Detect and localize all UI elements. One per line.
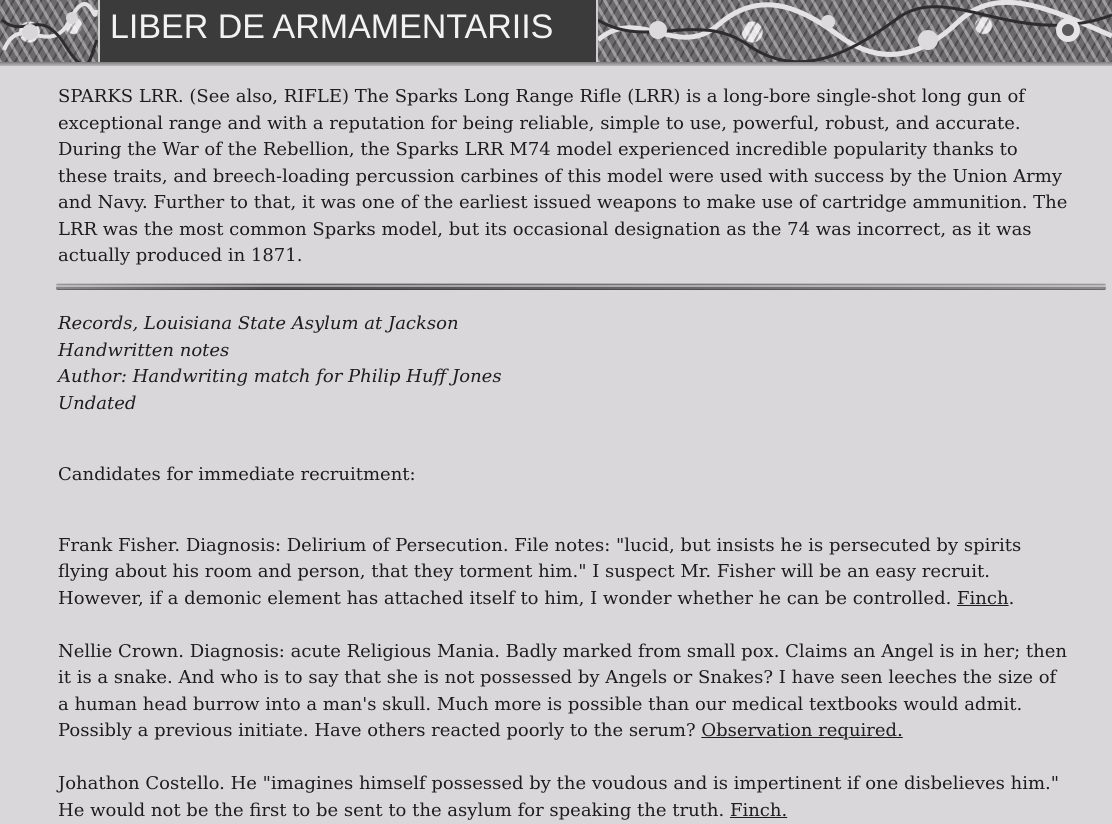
page-title: LIBER DE ARMAMENTARIIS	[110, 8, 554, 46]
candidate-entry	[58, 771, 1068, 824]
header-banner	[0, 0, 1112, 66]
title-plate	[98, 0, 598, 62]
candidate-text: Nellie Crown. Diagnosis: acute Religious Mania. Badly marked from small pox. Claims an Angel is in her; then it is a snake. And who is to say that she is not possessed by Angels or Snakes? I have seen leeches the size of a human head burrow into a man's skull. Much more is possible than our medical textbooks would admit. Possibly a previous initiate. Have others reacted poorly to the serum?	[58, 640, 1067, 741]
record-author: Author: Handwriting match for Philip Huff Jones	[58, 366, 502, 387]
record-type: Handwritten notes	[58, 339, 230, 361]
entry-section	[58, 84, 1068, 270]
candidate-text: Frank Fisher. Diagnosis: Delirium of Persecution. File notes: "lucid, but insists he is persecuted by spirits flying about his room and person, that they torment him." I suspect Mr. Fisher will be an easy recruit. However, if a demonic element has attached itself to him, I wonder whether he can be controlled.	[58, 534, 1022, 609]
records-section	[58, 311, 1068, 824]
candidate-entry	[58, 533, 1068, 613]
right-ornament	[598, 0, 1112, 64]
entry-text: SPARKS LRR. (See also, RIFLE) The Sparks Long Range Rifle (LRR) is a long-bore single-shot long gun of exceptional range and with a reputation for being reliable, simple to use, powerful, robust, and accurate. During the War of the Rebellion, the Sparks LRR M74 model experienced incredible popularity thanks to these traits, and breech-loading percussion carbines of this model were used with success by the Union Army and Navy. Further to that, it was one of the earliest issued weapons to make use of cartridge ammunition. The LRR was the most common Sparks model, but its occasional designation as the 74 was incorrect, as it was actually produced in 1871.	[58, 86, 1068, 266]
finch-link[interactable]: Finch	[957, 587, 1009, 609]
candidate-entry	[58, 639, 1068, 745]
candidate-text-end: .	[1008, 587, 1015, 609]
observation-link[interactable]: Observation required.	[701, 720, 903, 741]
record-source: Records, Louisiana State Asylum at Jackson	[58, 313, 459, 334]
section-divider	[56, 283, 1106, 290]
candidate-text: Johathon Costello. He "imagines himself possessed by the voudous and is impertinent if one disbelieves him." He would not be the first to be sent to the asylum for speaking the truth.	[58, 773, 1060, 821]
banner-shadow	[0, 62, 1112, 66]
left-ornament	[0, 0, 98, 64]
finch-link[interactable]: Finch.	[729, 799, 788, 821]
record-date: Undated	[58, 392, 137, 414]
records-intro: Candidates for immediate recruitment:	[58, 463, 416, 485]
